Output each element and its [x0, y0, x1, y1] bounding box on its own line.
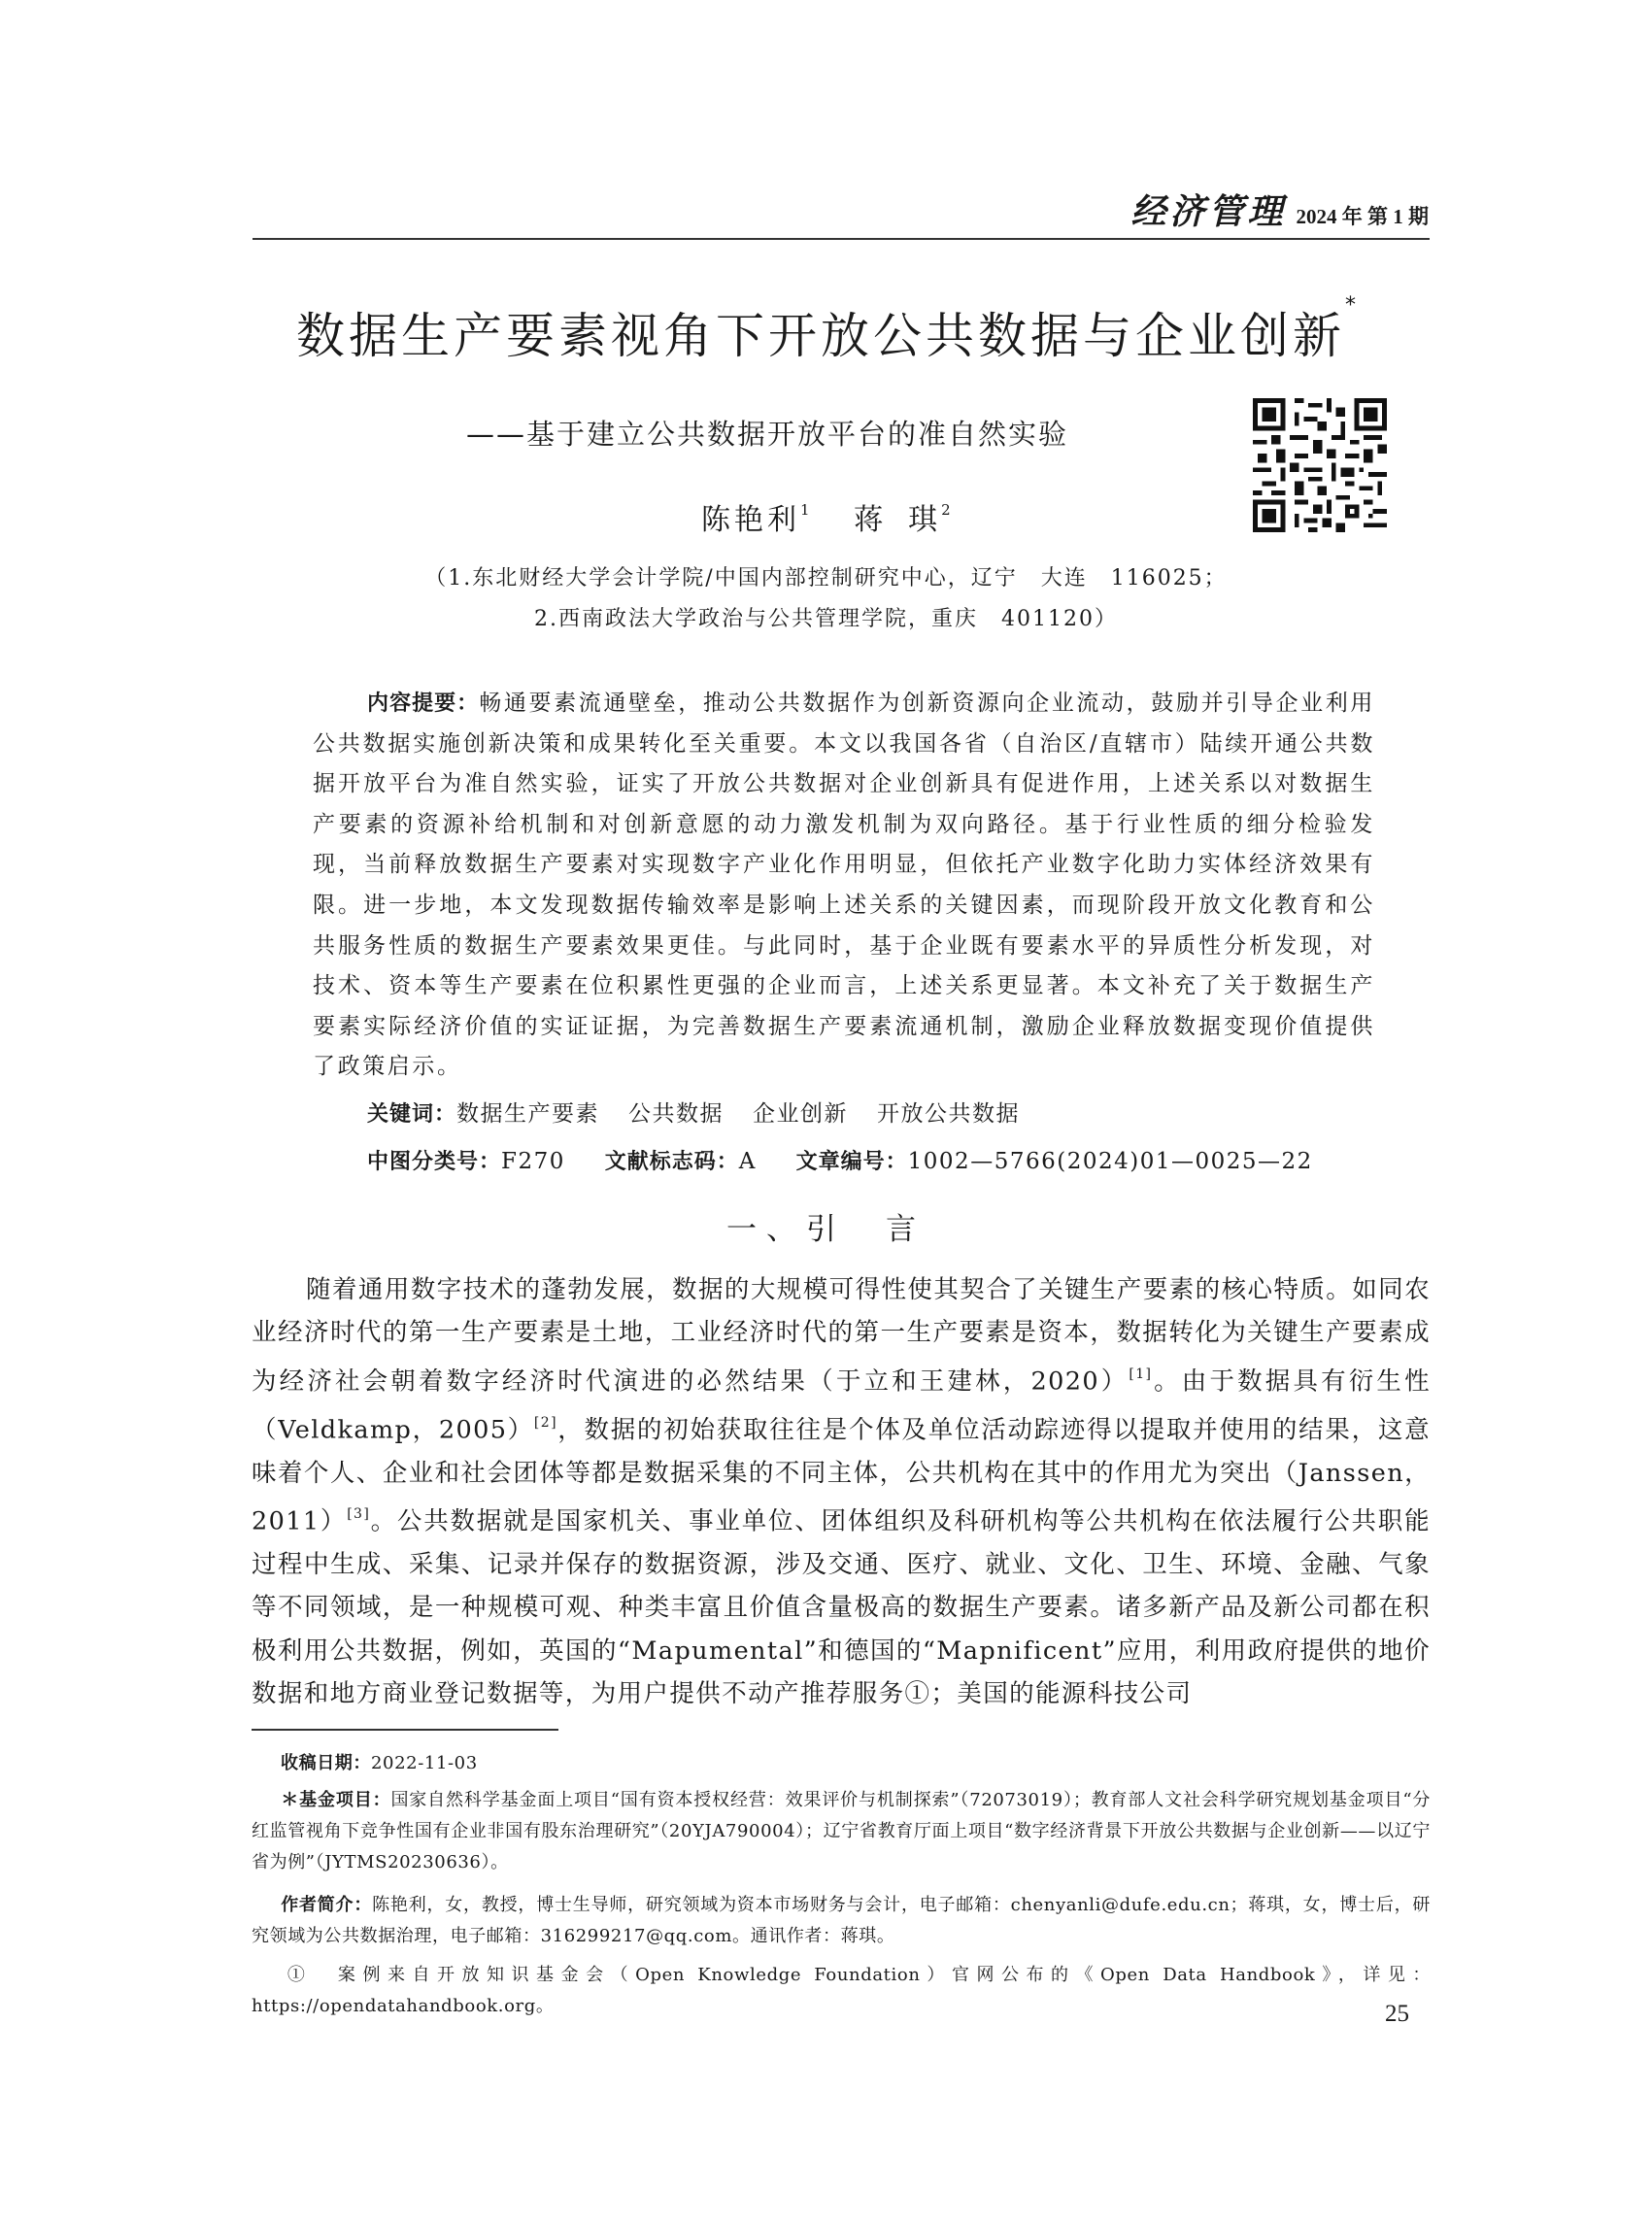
author-2: 蒋 琪$^2$: [854, 501, 951, 537]
article-subtitle: ——基于建立公共数据开放平台的准自然实验: [466, 418, 1069, 451]
author-1: 陈艳利: [701, 503, 800, 537]
keyword: 数据生产要素: [456, 1101, 600, 1127]
keywords-label: 关键词：: [367, 1102, 457, 1127]
doc-code-label: 文献标志码：: [604, 1150, 739, 1174]
page-number: 25: [1385, 2001, 1409, 2027]
authors: 陈艳利$^1$ 蒋 琪$^2$: [701, 501, 951, 537]
affiliation-1: （1.东北财经大学会计学院/中国内部控制研究中心，辽宁 大连 116025；: [424, 566, 1228, 590]
keyword: 企业创新: [753, 1101, 849, 1127]
abstract-label: 内容提要：: [367, 691, 480, 716]
clc-label: 中图分类号：: [367, 1150, 502, 1174]
abstract-text: 畅通要素流通壁垒，推动公共数据作为创新资源向企业流动，鼓励并引导企业利用公共数据实施创新决策和成果转化至关重要。本文以我国各省（自治区/直辖市）陆续开通公共数据开放平台为准自然实验，证实了开放公共数据对企业创新具有促进作用，上述关系以对数据生产要素的资源补给机制和对创新意愿的动力激发机制为双向路径。基于行业性质的细分检验发现，当前释放数据生产要素对实现数字产业化作用明显，但依托产业数字化助力实体经济效果有限。进一步地，本文发现数据传输效率是影响上述关系的关键因素，而现阶段开放文化教育和公共服务性质的数据生产要素效果更佳。与此同时，基于企业既有要素水平的异质性分析发现，对技术、资本等生产要素在位积累性更强的企业而言，上述关系更显著。本文补充了关于数据生产要素实际经济价值的实证证据，为完善数据生产要素流通机制，激励企业释放数据变现价值提供了政策启示。: [313, 691, 1375, 1080]
keyword: 公共数据: [628, 1101, 725, 1127]
body-paragraph: 随着通用数字技术的蓬勃发展，数据的大规模可得性使其契合了关键生产要素的核心特质。如同农业经济时代的第一生产要素是土地，工业经济时代的第一生产要素是资本，数据转化为关键生产要素成为经济社会朝着数字经济时代演进的必然结果（于立和王建林，2020）[1]。由于数据具有衍生性（Veldkamp，2005）[2]，数据的初始获取往往是个体及单位活动踪迹得以提取并使用的结果，这意味着个人、企业和社会团体等都是数据采集的不同主体，公共机构在其中的作用尤为突出（Janssen，2011）[3]。公共数据就是国家机关、事业单位、团体组织及科研机构等公共机构在依法履行公共职能过程中生成、采集、记录并保存的数据资源，涉及交通、医疗、就业、文化、卫生、环境、金融、气象等不同领域，是一种规模可观、种类丰富且价值含量极高的数据生产要素。诸多新产品及新公司都在积极利用公共数据，例如，英国的“Mapumental”和德国的“Mapnificent”应用，利用政府提供的地价数据和地方商业登记数据等，为用户提供不动产推荐服务①；美国的能源科技公司: [252, 1275, 1431, 1709]
issue-label: 2024 年 第 1 期: [1296, 205, 1429, 228]
citation-ref: [2]: [533, 1414, 557, 1431]
article-number-label: 文章编号：: [795, 1150, 908, 1174]
journal-logo: 经济管理: [1130, 191, 1287, 232]
keywords-line: [367, 1096, 1020, 1128]
footnote-1: ① 案例来自开放知识基金会（Open Knowledge Foundation）官网公布的《Open Data Handbook》，详见：https://opendatahandbook.org。: [252, 1965, 1431, 2016]
footnote-mark: ①: [904, 1679, 931, 1709]
citation-ref: [3]: [347, 1506, 371, 1523]
footnote-rule: [252, 1729, 558, 1731]
doc-code: A: [738, 1149, 757, 1174]
section-heading: 一、引 言: [726, 1212, 926, 1247]
citation-ref: [1]: [1129, 1366, 1153, 1382]
clc-code: F270: [501, 1149, 565, 1174]
classification-line: [367, 1145, 1313, 1175]
footnote-fund: ＊基金项目：国家自然科学基金面上项目“国有资本授权经营：效果评价与机制探索”（72073019）；教育部人文社会科学研究规划基金项目“分红监管视角下竞争性国有企业非国有股东治理研究”（20YJA790004）；辽宁省教育厅面上项目“数字经济背景下开放公共数据与企业创新——以辽宁省为例”（JYTMS20230636）。: [252, 1790, 1431, 1872]
keyword: 开放公共数据: [877, 1101, 1021, 1127]
footnote-author: 作者简介：陈艳利，女，教授，博士生导师，研究领域为资本市场财务与会计，电子邮箱：chenyanli@dufe.edu.cn；蒋琪，女，博士后，研究领域为公共数据治理，电子邮箱：316299217@qq.com。通讯作者：蒋琪。: [252, 1895, 1431, 1946]
header-rule: [253, 238, 1430, 240]
article-number: 1002—5766(2024)01—0025—22: [907, 1149, 1313, 1174]
abstract: [313, 684, 1375, 1088]
footnote-received: 收稿日期：2022-11-03: [281, 1753, 478, 1773]
running-header: [1130, 185, 1429, 234]
affiliation-2: 2.西南政法大学政治与公共管理学院，重庆 401120）: [534, 607, 1118, 631]
qr-code-icon: [1253, 398, 1387, 532]
article-title: 数据生产要素视角下开放公共数据与企业创新*: [296, 293, 1356, 364]
